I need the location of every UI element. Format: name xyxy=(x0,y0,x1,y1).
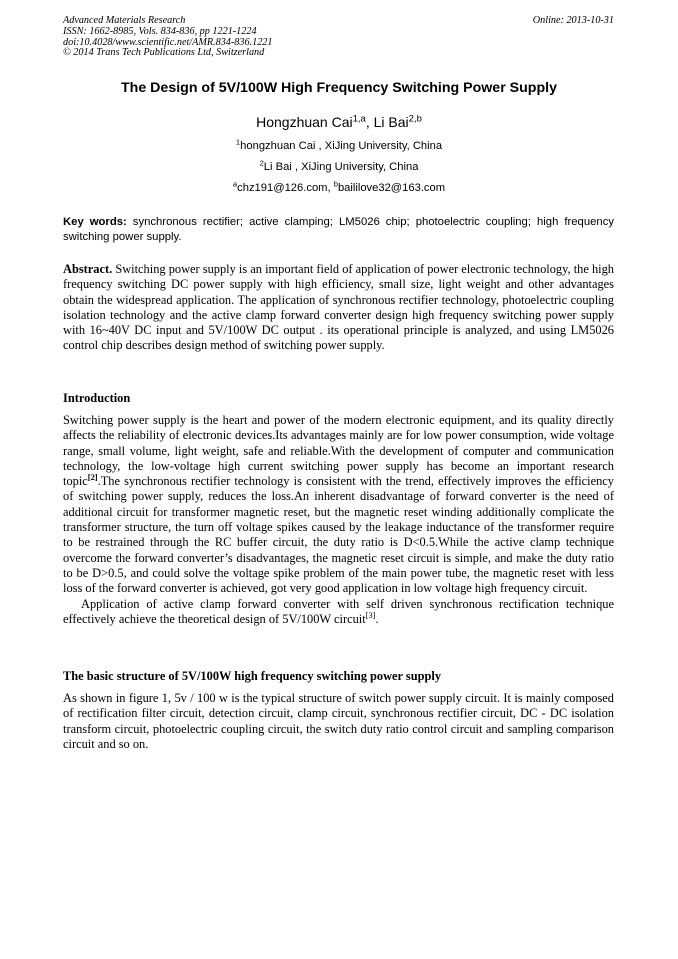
affiliation-text: hongzhuan Cai , XiJing University, China xyxy=(240,140,443,152)
copyright-line: © 2014 Trans Tech Publications Ltd, Switzerland xyxy=(63,47,265,59)
keywords-text: synchronous rectifier; active clamping; LM5026 chip; photoelectric coupling; high frequency switching power supply. xyxy=(63,216,614,243)
email-line xyxy=(0,181,678,195)
author-line xyxy=(0,113,678,131)
author-name: Hongzhuan Cai xyxy=(256,114,353,130)
author-superscript: 2,b xyxy=(408,113,422,125)
paragraph-text: Switching power supply is the heart and power of the modern electronic equipment, and its quality directly affects the reliability of electronic devices.Its advantages mainly are for low power consumption, wide voltage range, small volume, light weight, safe and reliable.With the development of computer and communication technology, the low-voltage high current switching power supply has become an important research topic xyxy=(63,413,614,489)
issn-line: ISSN: 1662-8985, Vols. 834-836, pp 1221-1224 xyxy=(63,25,257,37)
journal-header xyxy=(63,16,272,59)
email-superscript: a xyxy=(232,179,238,189)
section-heading-introduction: Introduction xyxy=(63,391,131,405)
email-superscript: b xyxy=(333,179,338,189)
author-superscript: 1,a xyxy=(352,113,366,125)
introduction-body xyxy=(63,413,614,627)
affiliation-2 xyxy=(0,160,678,174)
affiliation-text: Li Bai , XiJing University, China xyxy=(263,161,419,173)
online-date: Online: 2013-10-31 xyxy=(532,15,614,26)
paragraph xyxy=(63,597,614,628)
paper-title: The Design of 5V/100W High Frequency Switching Power Supply xyxy=(121,80,557,96)
author-separator: , xyxy=(365,114,374,130)
journal-name: Advanced Materials Research xyxy=(63,15,186,26)
paragraph xyxy=(63,413,614,597)
paragraph-text: .The synchronous rectifier technology is consistent with the trend, effectively improves the efficiency of switching power supply, reduces the loss.An inherent disadvantage of forward converter is the need of additional circuit for transformer magnetic reset, but the magnetic reset winding additionally complicate the transformer structure, the turn off voltage spikes caused by the leakage inductance of the transformer require to be restrained through the RC buffer circuit, the duty ratio is D<0.5.While the active clamp technique overcome the forward converter’s disadvantages, the magnetic reset circuit is simple, and make the duty ratio to be D>0.5, and could solve the voltage spike problem of the main power tube, the magnetic reset with less loss of the forward converter is achieved, got very good application in low voltage high frequency circuit. xyxy=(63,474,614,596)
author-name: Li Bai xyxy=(373,114,409,130)
abstract-text: Switching power supply is an important field of application of power electronic technology, the high frequency switching DC power supply with high efficiency, small size, light weight and other advantages obtain the widespread application. The application of synchronous rectifier technology, photoelectric coupling isolation technology and the active clamp forward converter design high frequency switching power supply with 16~40V DC input and 5V/100W DC output . its operational principle is analyzed, and using LM5026 control chip describes design method of switching power supply. xyxy=(63,262,614,353)
reference-superscript: [3] xyxy=(365,609,376,620)
email-text: baililove32@163.com xyxy=(337,182,446,194)
email-text: chz191@126.com, xyxy=(237,182,334,194)
affiliation-1 xyxy=(0,139,678,153)
doi-line: doi:10.4028/www.scientific.net/AMR.834-836.1221 xyxy=(63,36,273,48)
abstract-label: Abstract. xyxy=(63,262,113,276)
reference-superscript: [2] xyxy=(87,472,98,483)
affiliation-superscript: 2 xyxy=(259,158,264,168)
keywords-label: Key words: xyxy=(63,216,127,228)
paragraph-text: . xyxy=(375,611,379,626)
basic-structure-body: As shown in figure 1, 5v / 100 w is the typical structure of switch power supply circuit. It is mainly composed of rectification filter circuit, detection circuit, clamp circuit, synchronous rectifier circuit, DC - DC isolation transform circuit, photoelectric coupling circuit, the switch duty ratio control circuit and sampling comparison circuit and so on. xyxy=(63,691,614,751)
keywords xyxy=(63,215,614,244)
section-heading-basic-structure: The basic structure of 5V/100W high frequency switching power supply xyxy=(63,669,442,683)
paragraph-text: Application of active clamp forward converter with self driven synchronous rectification technique effectively achieve the theoretical design of 5V/100W circuit xyxy=(63,596,614,626)
abstract xyxy=(63,262,614,354)
affiliation-superscript: 1 xyxy=(235,137,241,147)
